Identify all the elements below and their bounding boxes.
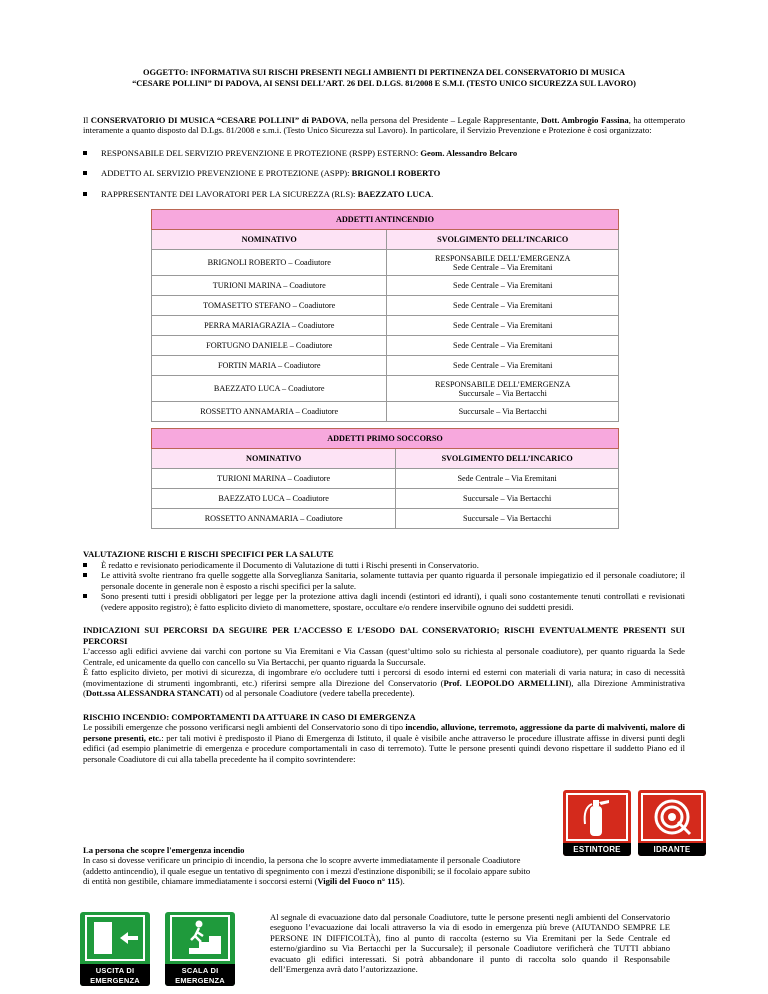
hydrant-label: IDRANTE <box>638 843 706 856</box>
table-row <box>152 469 619 489</box>
role-label: RESPONSABILE DEL SERVIZIO PREVENZIONE E PROTEZIONE (RSPP) ESTERNO: <box>101 147 421 158</box>
cell-role: Sede Centrale – Via Eremitani <box>387 276 619 296</box>
cell-role <box>387 376 619 402</box>
discoverer-heading: La persona che scopre l'emergenza incendio <box>83 845 245 855</box>
table-row <box>152 276 619 296</box>
cell-role: Succursale – Via Bertacchi <box>396 509 619 529</box>
first-aid-table <box>151 428 619 529</box>
role-rls <box>83 189 685 199</box>
fire-hose-icon <box>638 790 706 844</box>
role-label: RAPPRESENTANTE DEI LAVORATORI PER LA SICUREZZA (RLS): <box>101 188 358 199</box>
paths-heading: INDICAZIONI SUI PERCORSI DA SEGUIRE PER L’ACCESSO E L’ESODO DAL CONSERVATORIO; RISCHI EVENTUALMENTE PRESENTI SUI PERCORSI <box>83 625 685 646</box>
cell-role <box>387 250 619 276</box>
role-person: BAEZZATO LUCA <box>357 188 432 199</box>
hydrant-sign <box>638 790 706 856</box>
table-row <box>152 296 619 316</box>
cell-name: TURIONI MARINA – Coadiutore <box>152 469 396 489</box>
cell-name: ROSSETTO ANNAMARIA – Coadiutore <box>152 402 387 422</box>
table-caption: ADDETTI ANTINCENDIO <box>152 210 619 230</box>
discoverer-text: ). <box>399 876 405 887</box>
extinguisher-sign <box>563 790 631 856</box>
cell-name: BAEZZATO LUCA – Coadiutore <box>152 489 396 509</box>
intro-pre: Il <box>83 115 91 125</box>
emergency-stairs-icon <box>165 912 235 964</box>
paths-text: ), alla Direzione Amministrativa ( <box>83 677 686 699</box>
role-person: Geom. Alessandro Belcaro <box>420 147 518 158</box>
paths-paragraph-2 <box>83 667 685 698</box>
title-line-1: OGGETTO: INFORMATIVA SUI RISCHI PRESENTI NEGLI AMBIENTI DI PERTINENZA DEL CONSERVATORIO DI MUSICA <box>142 68 625 77</box>
fire-brigade-number: Vigili del Fuoco n° 115 <box>317 876 400 887</box>
cell-name: PERRA MARIAGRAZIA – Coadiutore <box>152 316 387 336</box>
table-row <box>152 376 619 402</box>
discoverer-paragraph <box>83 855 538 886</box>
emergency-types: incendio, alluvione, terremoto, aggressione da parte di malviventi, malore di persone presenti, etc. <box>83 722 685 743</box>
table-row <box>152 250 619 276</box>
cell-name: FORTUGNO DANIELE – Coadiutore <box>152 336 387 356</box>
cell-name: BRIGNOLI ROBERTO – Coadiutore <box>152 250 387 276</box>
cell-role: Sede Centrale – Via Eremitani <box>387 356 619 376</box>
cell-role-line2: Succursale – Via Bertacchi <box>458 388 547 398</box>
paths-paragraph-1: L’accesso agli edifici avviene dai varchi con portone su Via Eremitani e Via Cassan (quest’ultimo solo su richiesta al personale coadiutore), per quanto riguarda la Sede Centrale, ed unicamente da quello con cancello su Via Bertacchi, per quanto riguarda la Succursale. <box>83 646 685 667</box>
cell-name: ROSSETTO ANNAMARIA – Coadiutore <box>152 509 396 529</box>
intro-org: CONSERVATORIO DI MUSICA “CESARE POLLINI” di PADOVA <box>90 115 347 125</box>
roles-list <box>83 148 685 199</box>
intro-post: , ha ottemperato interamente a quanto disposto dal D.Lgs. 81/2008 e s.m.i. (Testo Unico Sicurezza sul Lavoro). In particolare, il Servizio Prevenzione e Protezione è così organizzato: <box>83 115 685 136</box>
cell-role-line2: Sede Centrale – Via Eremitani <box>453 262 553 272</box>
emergency-stairs-label <box>165 964 235 986</box>
discoverer-section <box>83 845 538 887</box>
intro-president: Dott. Ambrogio Fassina <box>541 115 629 125</box>
director-name: Prof. LEOPOLDO ARMELLINI <box>443 677 569 688</box>
table-row <box>152 402 619 422</box>
risk-heading: VALUTAZIONE RISCHI E RISCHI SPECIFICI PER LA SALUTE <box>83 549 334 560</box>
table-row <box>152 316 619 336</box>
fire-extinguisher-icon <box>563 790 631 844</box>
fire-risk-paragraph <box>83 722 685 764</box>
fire-risk-heading: RISCHIO INCENDIO: COMPORTAMENTI DA ATTUARE IN CASO DI EMERGENZA <box>83 711 416 722</box>
column-header-role: SVOLGIMENTO DELL’INCARICO <box>387 230 619 250</box>
role-end: . <box>431 188 434 199</box>
emergency-exit-label-line1: USCITA DI <box>95 966 135 975</box>
document-title <box>83 68 685 89</box>
cell-role: Succursale – Via Bertacchi <box>396 489 619 509</box>
cell-name: TOMASETTO STEFANO – Coadiutore <box>152 296 387 316</box>
intro-mid: , nella persona del Presidente – Legale Rappresentante, <box>346 115 541 125</box>
fire-risk-text: Le possibili emergenze che possono verificarsi negli ambienti del Conservatorio sono di tipo <box>83 722 406 733</box>
evacuation-paragraph: Al segnale di evacuazione dato dal personale Coadiutore, tutte le persone presenti negli ambienti del Conservatorio eseguono l’evacuazione dai locali attraverso la via di esodo in emergenza più breve (AIUTANDO SEMPRE LE PERSONE IN DIFFICOLTÀ), fino al punto di raccolta (esterno su Via Eremitani per la Sede Centrale ed esterno/giardino su Via Bertacchi per la Succursale); il personale Coadiutore verificherà che TUTTI abbiano evacuato gli edifici interessati. Si potrà abbandonare il punto di raccolta solo quando il Responsabile dell’Emergenza avrà dato l’autorizzazione. <box>270 912 670 975</box>
cell-role: Sede Centrale – Via Eremitani <box>387 316 619 336</box>
column-header-name: NOMINATIVO <box>152 449 396 469</box>
table-caption: ADDETTI PRIMO SOCCORSO <box>152 429 619 449</box>
admin-director-name: Dott.ssa ALESSANDRA STANCATI <box>85 688 220 699</box>
role-rspp <box>83 148 685 158</box>
emergency-exit-label <box>80 964 150 986</box>
emergency-stairs-sign <box>165 912 235 986</box>
paths-text: ) od al personale Coadiutore (vedere tabella precedente). <box>219 688 415 699</box>
column-header-name: NOMINATIVO <box>152 230 387 250</box>
column-header-role: SVOLGIMENTO DELL’INCARICO <box>396 449 619 469</box>
role-label: ADDETTO AL SERVIZIO PREVENZIONE E PROTEZIONE (ASPP): <box>101 168 352 179</box>
emergency-stairs-label-line2: EMERGENZA <box>175 976 225 985</box>
table-row <box>152 509 619 529</box>
cell-role-line1: RESPONSABILE DELL’EMERGENZA <box>434 379 571 389</box>
title-line-2: “CESARE POLLINI” DI PADOVA, AI SENSI DELL’ART. 26 DEL D.LGS. 81/2008 E S.M.I. (TESTO UNICO SICUREZZA SUL LAVORO) <box>132 78 636 88</box>
emergency-exit-label-line2: EMERGENZA <box>90 976 140 985</box>
cell-role: Sede Centrale – Via Eremitani <box>387 296 619 316</box>
role-person: BRIGNOLI ROBERTO <box>351 168 441 179</box>
emergency-exit-icon <box>80 912 150 964</box>
fire-risk-text: : per tali motivi è predisposto il Piano di Emergenza di Istituto, il quale è visibile anche attraverso le procedure illustrate affisse in diversi punti degli edifici (ad esempio planimetrie di emergenza e procedure comportamentali in caso di terremoto). Tutte le persone presenti quindi devono rispettare il suddetto Piano ed il personale Coadiutore di cui alla tabella precedente ha il compito sovrintendere: <box>83 732 685 764</box>
cell-role: Succursale – Via Bertacchi <box>387 402 619 422</box>
emergency-exit-sign <box>80 912 150 986</box>
paths-text: È fatto esplicito divieto, per motivi di sicurezza, di ingombrare e/o occludere tutti i percorsi di esodo interni ed esterni con materiali di varia natura; in caso di necessità (movimentazione di strumenti ingombranti, etc.) riferirsi sempre alla Direzione del Conservatorio ( <box>83 667 685 688</box>
table-row <box>152 356 619 376</box>
table-row <box>152 489 619 509</box>
fire-wardens-table <box>151 209 619 422</box>
risk-item: Le attività svolte rientrano fra quelle soggette alla Sorveglianza Sanitaria, solamente tuttavia per quanto riguarda il personale impiegatizio ed il personale coadiutore; il personale docente in generale non è esposto a rischi specifici per la salute. <box>83 570 685 591</box>
intro-paragraph <box>83 115 685 136</box>
cell-role-line1: RESPONSABILE DELL’EMERGENZA <box>434 253 571 263</box>
emergency-stairs-label-line1: SCALA DI <box>181 966 219 975</box>
risk-list <box>83 560 685 612</box>
risk-item: È redatto e revisionato periodicamente il Documento di Valutazione di tutti i Rischi presenti in Conservatorio. <box>83 560 685 570</box>
cell-name: TURIONI MARINA – Coadiutore <box>152 276 387 296</box>
cell-name: BAEZZATO LUCA – Coadiutore <box>152 376 387 402</box>
cell-role: Sede Centrale – Via Eremitani <box>387 336 619 356</box>
risk-item: Sono presenti tutti i presidi obbligatori per legge per la protezione attiva dagli incendi (estintori ed idranti), i quali sono costantemente tenuti controllati e revisionati (vedere apposito registro); è fatto esplicito divieto di manomettere, spostare, occultare e/o rendere inservibile ognuno dei suddetti presidi. <box>83 591 685 612</box>
table-row <box>152 336 619 356</box>
extinguisher-label: ESTINTORE <box>563 843 631 856</box>
role-aspp <box>83 168 685 178</box>
cell-name: FORTIN MARIA – Coadiutore <box>152 356 387 376</box>
discoverer-text: In caso si dovesse verificare un principio di incendio, la persona che lo scopre avverte immediatamente il personale Coadiutore (addetto antincendio), il quale esegue un tentativo di spegnimento con i mezzi d'estinzione disponibili; se il focolaio appare subito di entità non gestibile, chiamare immediatamente i soccorsi esterni ( <box>83 855 531 887</box>
cell-role: Sede Centrale – Via Eremitani <box>396 469 619 489</box>
